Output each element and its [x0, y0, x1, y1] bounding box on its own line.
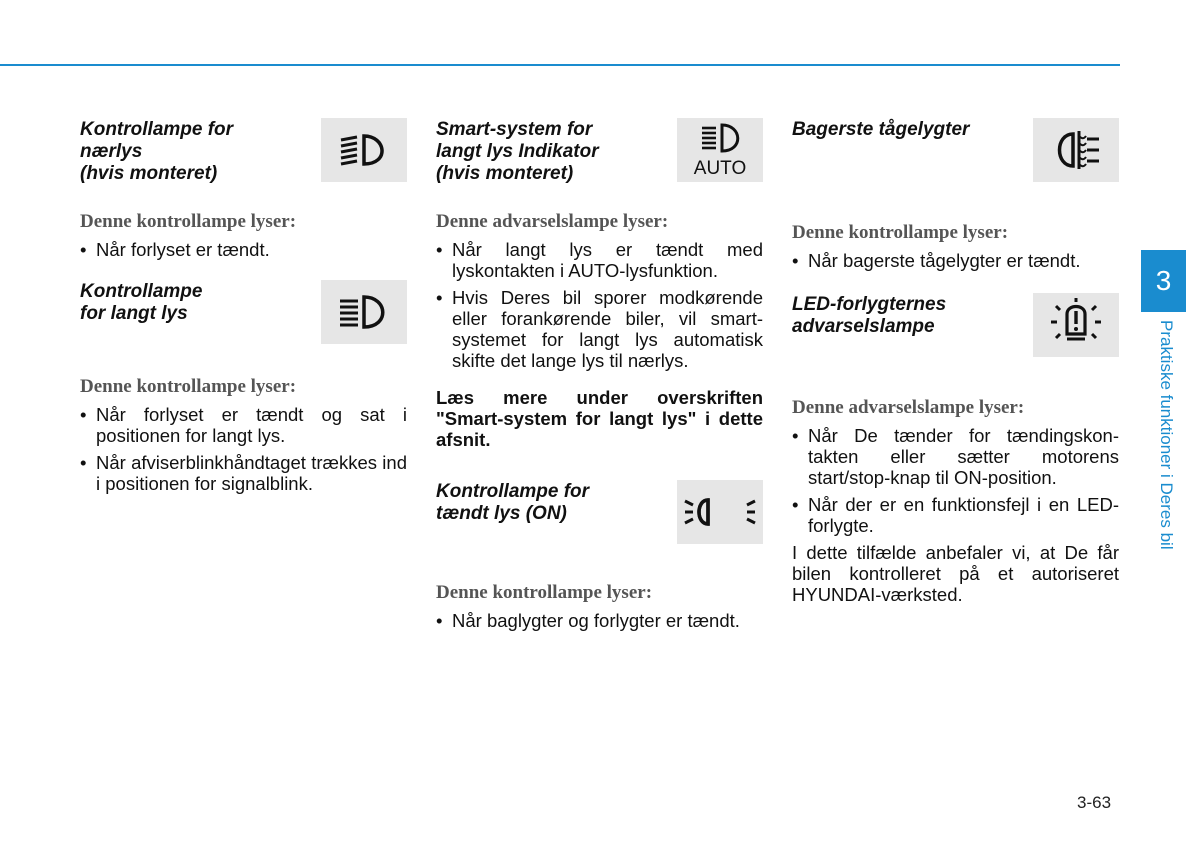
section-subtitle: Denne kontrollampe lyser:: [80, 376, 297, 397]
section-title: LED-forlygternes advarselslampe: [792, 294, 947, 337]
bullet-list: [436, 610, 763, 631]
list-item: • Når der er en funktionsfejl i en LED-forlygte.: [792, 494, 1119, 536]
led-warning-icon: [1033, 293, 1119, 357]
bullet-list: [80, 239, 407, 260]
high-beam-icon: [321, 280, 407, 344]
list-item: • Når De tænder for tændingskon-takten eller sætter motorens start/stop-knap til ON-position.: [792, 425, 1119, 488]
section-subtitle: Denne kontrollampe lyser:: [792, 222, 1009, 243]
section-title: Kontrollampe for tændt lys (ON): [436, 481, 590, 524]
bullet-list: [792, 425, 1119, 536]
smart-high-beam-section: [436, 118, 763, 450]
auto-label: AUTO: [693, 158, 747, 178]
column-3: [792, 118, 1119, 605]
list-item: • Når afviserblinkhåndtaget trækkes ind i positionen for signalblink.: [80, 452, 407, 494]
list-item: • Når forlyset er tændt og sat i positionen for langt lys.: [80, 404, 407, 446]
high-beam-section: [80, 280, 407, 494]
chapter-tab: 3: [1141, 250, 1186, 312]
column-2: [436, 118, 763, 637]
section-title: Kontrollampe for langt lys: [80, 281, 203, 324]
top-rule: [0, 64, 1120, 66]
column-1: [80, 118, 407, 500]
list-item: • Når langt lys er tændt med lyskontakten i AUTO-lysfunktion.: [436, 239, 763, 281]
low-beam-section: [80, 118, 407, 260]
position-lamp-icon: [677, 480, 763, 544]
section-subtitle: Denne advarselslampe lyser:: [792, 397, 1025, 418]
bullet-list: [80, 404, 407, 494]
section-subtitle: Denne kontrollampe lyser:: [80, 211, 297, 232]
section-subtitle: Denne kontrollampe lyser:: [436, 582, 653, 603]
section-subtitle: Denne advarselslampe lyser:: [436, 211, 669, 232]
chapter-title: Praktiske funktioner i Deres bil: [1157, 320, 1176, 550]
page-number: 3-63: [1077, 793, 1112, 812]
list-item: • Når forlyset er tændt.: [80, 239, 407, 260]
rear-fog-icon: [1033, 118, 1119, 182]
reference-note: Læs mere under overskriften "Smart-system for langt lys" i dette afsnit.: [436, 387, 763, 450]
low-beam-icon: [321, 118, 407, 182]
rear-fog-section: [792, 118, 1119, 271]
section-title: Smart-system for langt lys Indikator (hvis monteret): [436, 119, 599, 184]
position-lamp-section: [436, 480, 763, 631]
bullet-list: [792, 250, 1119, 271]
list-item: • Hvis Deres bil sporer modkørende eller forankørende biler, vil smart-systemet for langt lys automatisk skifte det lange lys til nærlys.: [436, 287, 763, 371]
section-title: Bagerste tågelygter: [792, 119, 970, 140]
recommendation-note: I dette tilfælde anbefaler vi, at De får bilen kontrolleret på et autoriseret HYUNDAI-værksted.: [792, 542, 1119, 605]
list-item: • Når bagerste tågelygter er tændt.: [792, 250, 1119, 271]
list-item: • Når baglygter og forlygter er tændt.: [436, 610, 763, 631]
bullet-list: [436, 239, 763, 371]
section-title: Kontrollampe for nærlys (hvis monteret): [80, 119, 234, 184]
high-beam-auto-icon: [677, 118, 763, 182]
led-warning-section: [792, 293, 1119, 605]
